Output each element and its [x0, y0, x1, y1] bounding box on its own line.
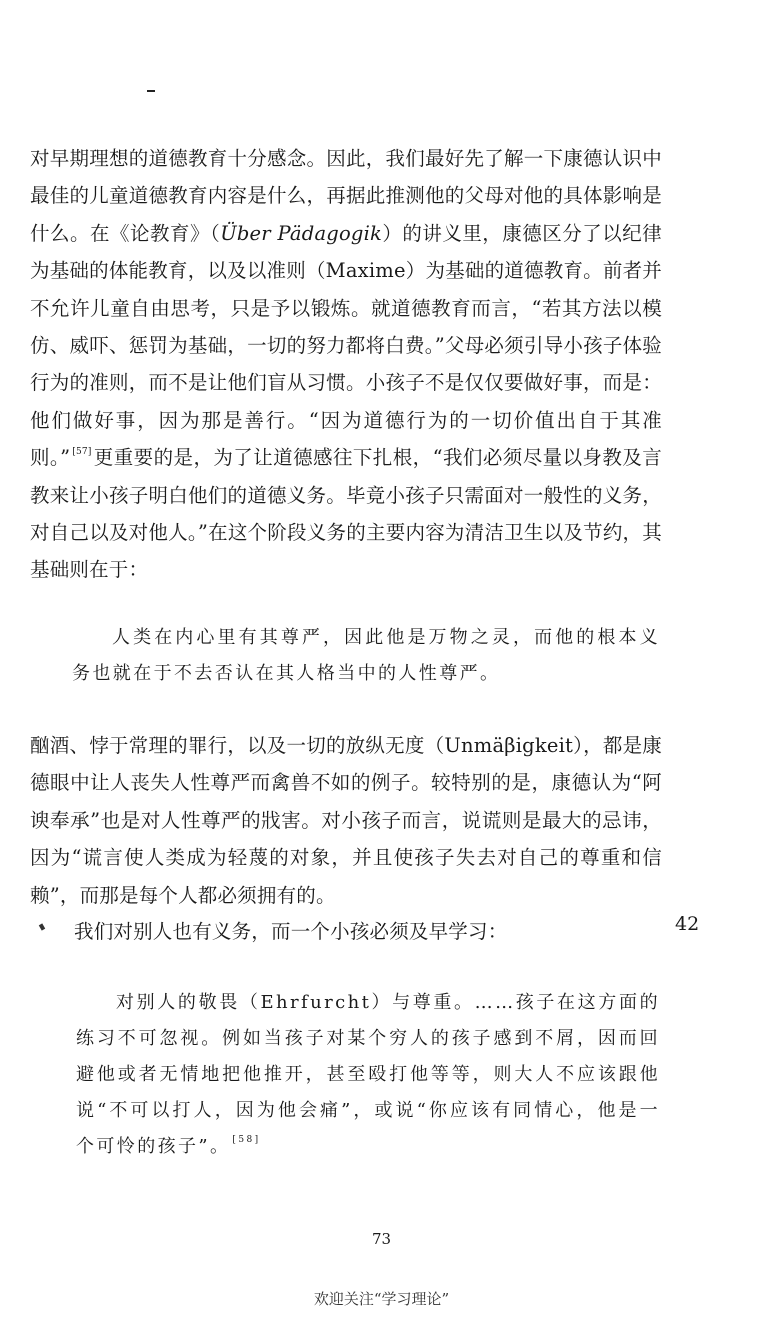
footer-note: 欢迎关注“学习理论”: [313, 1290, 450, 1308]
block-quote-respect: [76, 985, 660, 1165]
scan-mark: [39, 923, 45, 930]
paragraph-text: 更重要的是，为了让道德感往下扎根，“我们必须尽量以身教及言教来让小孩子明白他们的道德义务。毕竟小孩子只需面对一般性的义务，对自己以及对他人。”在这个阶段义务的主要内容为清洁卫生以及节约，其基础则在于：: [30, 446, 662, 582]
paragraph-dignity-examples: 酗酒、悖于常理的罪行，以及一切的放纵无度（Unmäβigkeit），都是康德眼中让人丧失人性尊严而禽兽不如的例子。较特别的是，康德认为“阿谀奉承”也是对人性尊严的戕害。对小孩子而言，说谎则是最大的忌讳，因为“谎言使人类成为轻蔑的对象，并且使孩子失去对自己的尊重和信赖”，而那是每个人都必须拥有的。: [30, 734, 662, 907]
footnote-ref-58: [58]: [232, 1135, 261, 1145]
scan-mark: [147, 90, 155, 92]
book-title-italic: Über Pädagogik: [220, 221, 383, 245]
paragraph-duties-to-others: 我们对别人也有义务，而一个小孩必须及早学习：: [74, 920, 508, 943]
quote-text: 对别人的敬畏（Ehrfurcht）与尊重。……孩子在这方面的练习不可忽视。例如当孩子对某个穷人的孩子感到不屑，因而回避他或者无情地把他推开，甚至殴打他等等，则大人不应该跟他说“不可以打人，因为他会痛”，或说“你应该有同情心，他是一个可怜的孩子”。: [76, 992, 660, 1157]
paragraph-text: ）的讲义里，康德区分了以纪律为基础的体能教育，以及以准则（Maxime）为基础的道德教育。前者并不允许儿童自由思考，只是予以锻炼。就道德教育而言，“若其方法以模仿、威吓、惩罚为基础，一切的努力都将白费。”父母必须引导小孩子体验行为的准则，而不是让他们盲从习惯。小孩子不是仅仅要做好事，而是：他们做好事，因为那是善行。“因为道德行为的一切价值出自于其准则。”: [30, 221, 662, 470]
block-quote-human-dignity: 人类在内心里有其尊严，因此他是万物之灵，而他的根本义务也就在于不去否认在其人格当中的人性尊严。: [72, 627, 660, 684]
footnote-ref-57: [57]: [72, 447, 92, 458]
paragraph-text: 对早期理想的道德教育十分感念。因此，我们最好先了解一下康德认识中最佳的儿童道德教育内容是什么，再据此推测他的父母对他的具体影响是什么。在《论教育》（: [30, 147, 662, 245]
margin-page-number: 42: [675, 913, 700, 935]
page-number: 73: [371, 1230, 392, 1248]
paragraph-kant-moral-education: [30, 140, 662, 589]
